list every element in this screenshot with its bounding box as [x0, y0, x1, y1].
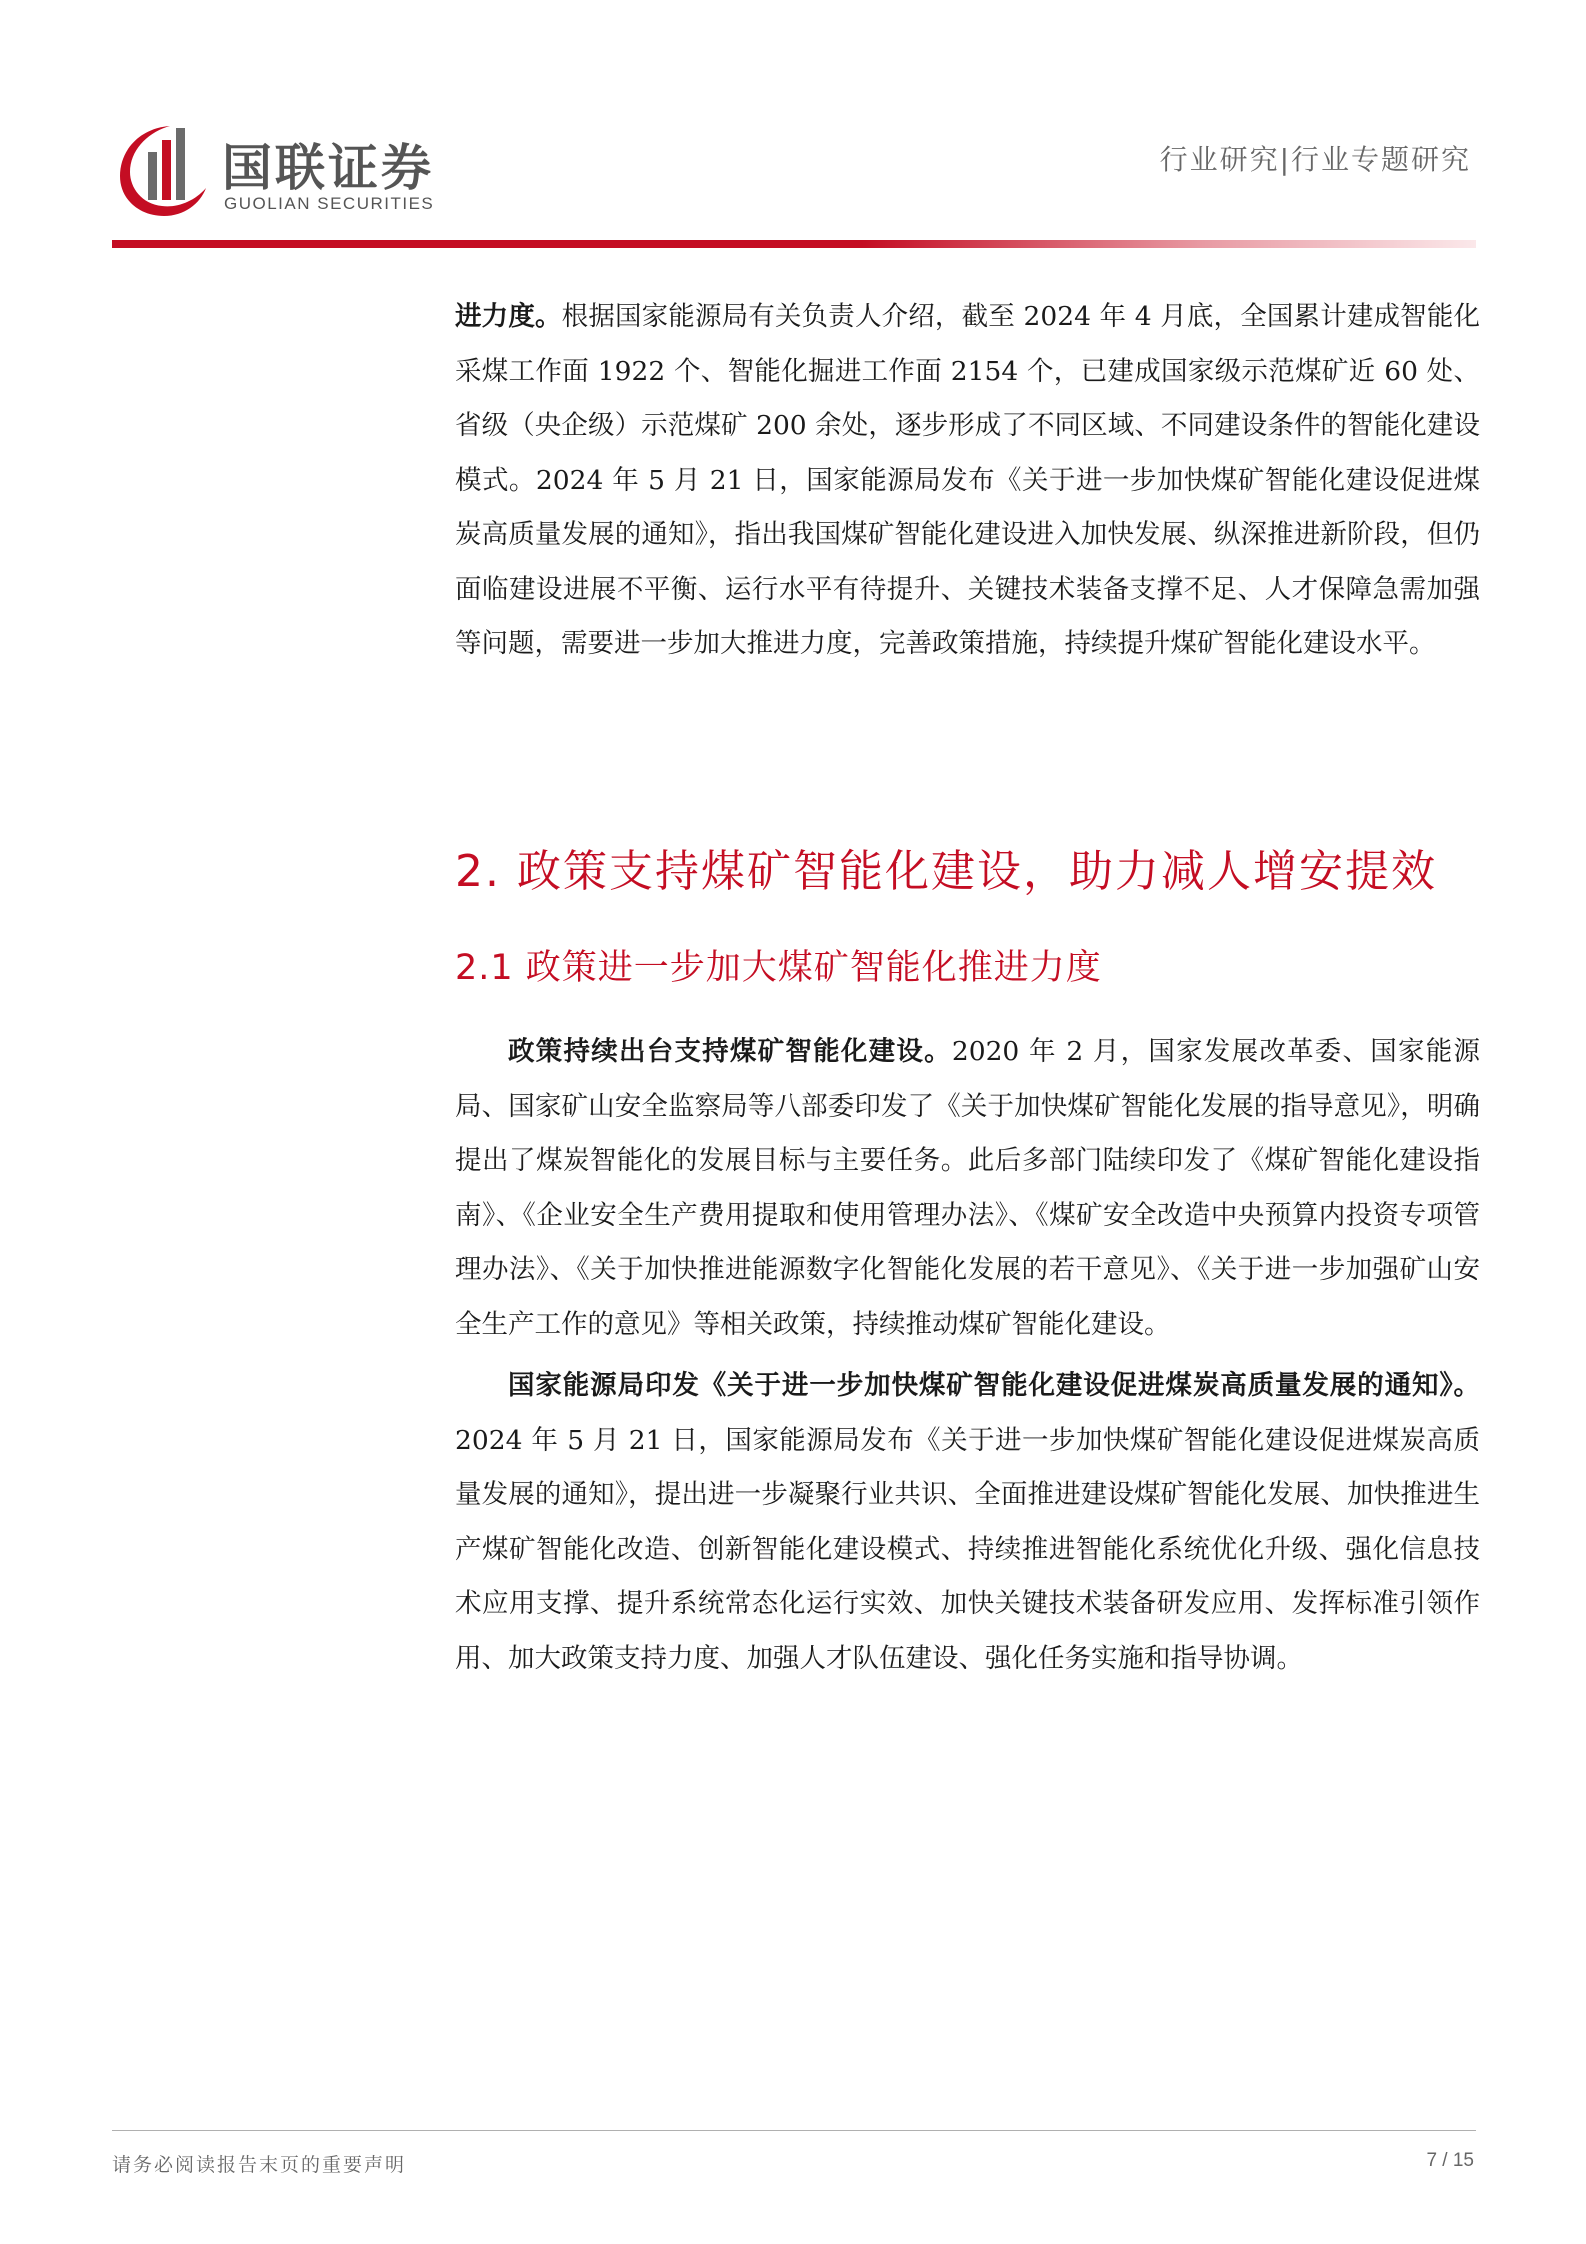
policy-paragraph-1 — [455, 1025, 1480, 1352]
paragraph-lead: 国家能源局印发《关于进一步加快煤矿智能化建设促进煤炭高质量发展的通知》。 — [508, 1370, 1480, 1401]
intro-text: 根据国家能源局有关负责人介绍，截至 2024 年 4 月底，全国累计建成智能化采煤工作面 1922 个、智能化掘进工作面 2154 个，已建成国家级示范煤矿近 60 处、省级（央企级）示范煤矿 200 余处，逐步形成了不同区域、不同建设条件的智能化建设模式。2024 年 5 月 21 日，国家能源局发布《关于进一步加快煤矿智能化建设促进煤炭高质量发展的通知》，指出我国煤矿智能化建设进入加快发展、纵深推进新阶段，但仍面临建设进展不平衡、运行水平有待提升、关键技术装备支撑不足、人才保障急需加强等问题，需要进一步加大推进力度，完善政策措施，持续提升煤矿智能化建设水平。 — [455, 301, 1481, 659]
logo-chinese-name: 国联证券 — [222, 139, 434, 197]
report-category: 行业研究|行业专题研究 — [1159, 143, 1471, 176]
footer-disclaimer: 请务必阅读报告末页的重要声明 — [112, 2154, 407, 2176]
logo-english-name: GUOLIAN SECURITIES — [224, 194, 435, 213]
page-number: 7 / 15 — [1426, 2150, 1474, 2171]
page-header — [0, 0, 1586, 250]
subsection-body — [455, 1025, 1480, 1686]
paragraph-text: 2024 年 5 月 21 日，国家能源局发布《关于进一步加快煤矿智能化建设促进煤炭高质量发展的通知》，提出进一步凝聚行业共识、全面推进建设煤矿智能化发展、加快推进生产煤矿智能化改造、创新智能化建设模式、持续推进智能化系统优化升级、强化信息技术应用支撑、提升系统常态化运行实效、加快关键技术装备研发应用、发挥标准引领作用、加大政策支持力度、加强人才队伍建设、强化任务实施和指导协调。 — [455, 1424, 1480, 1674]
intro-section — [455, 290, 1480, 672]
company-logo — [112, 118, 532, 218]
intro-lead: 进力度。 — [455, 301, 562, 332]
subsection-heading: 2.1 政策进一步加大煤矿智能化推进力度 — [455, 948, 1102, 988]
paragraph-text: 2020 年 2 月，国家发展改革委、国家能源局、国家矿山安全监察局等八部委印发了《关于加快煤矿智能化发展的指导意见》，明确提出了煤炭智能化的发展目标与主要任务。此后多部门陆续印发了《煤矿智能化建设指南》、《企业安全生产费用提取和使用管理办法》、《煤矿安全改造中央预算内投资专项管理办法》、《关于加快推进能源数字化智能化发展的若干意见》、《关于进一步加强矿山安全生产工作的意见》等相关政策，持续推动煤矿智能化建设。 — [455, 1036, 1480, 1340]
intro-paragraph — [455, 290, 1480, 672]
header-divider — [112, 240, 1476, 248]
policy-paragraph-2 — [455, 1359, 1480, 1686]
footer-divider — [112, 2130, 1476, 2131]
section-heading: 2. 政策支持煤矿智能化建设，助力减人增安提效 — [455, 846, 1437, 897]
guolian-logo-icon — [112, 118, 212, 218]
paragraph-lead: 政策持续出台支持煤矿智能化建设。 — [508, 1036, 952, 1067]
